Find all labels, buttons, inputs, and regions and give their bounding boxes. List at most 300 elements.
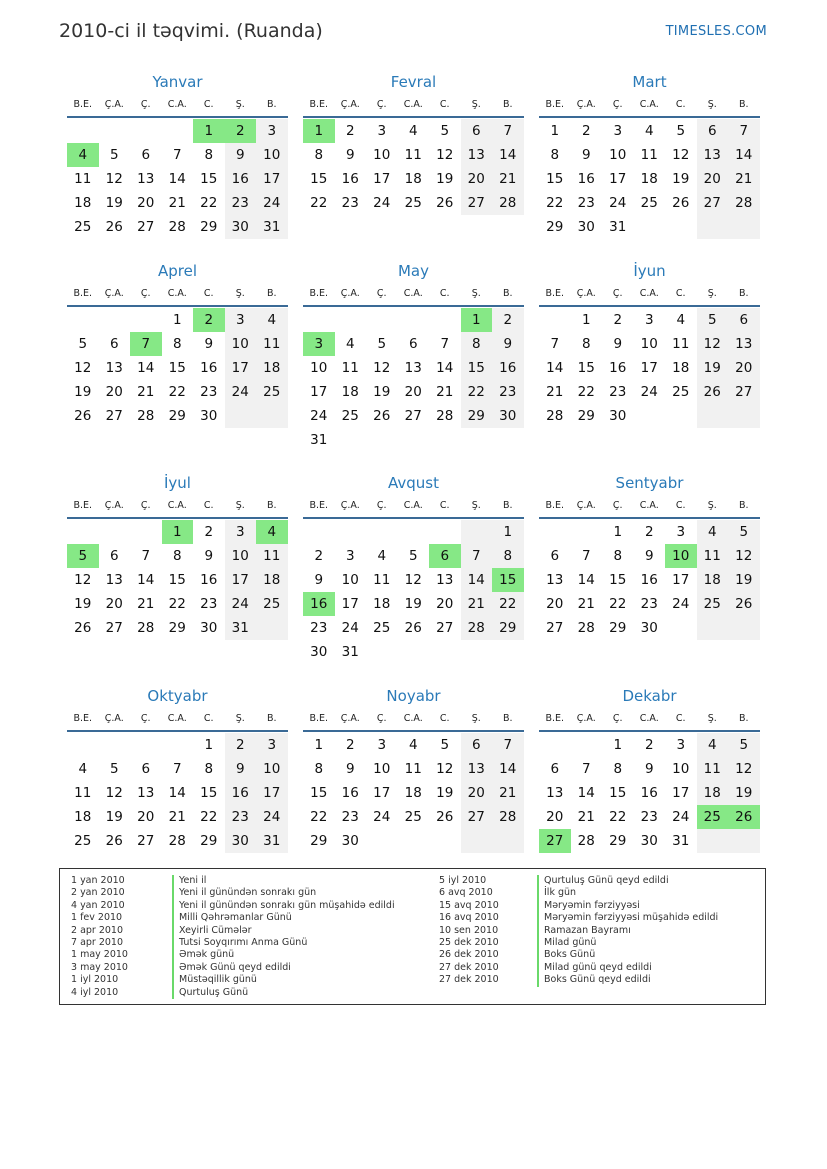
empty-cell: [366, 829, 398, 853]
day-cell: 26: [74, 620, 92, 636]
day-cell: 20: [404, 384, 422, 400]
legend-holiday-name: Boks Günü: [537, 949, 718, 961]
day-cell: 10: [341, 572, 359, 588]
legend-date: 15 avq 2010: [439, 899, 499, 911]
day-cell: 16: [225, 167, 257, 191]
day-cell: 21: [436, 384, 454, 400]
day-cell: 8: [581, 336, 591, 352]
weekday-label: B.E.: [73, 288, 93, 299]
day-grid: [67, 308, 288, 428]
month-name: İyun: [633, 262, 666, 280]
holiday-day-cell: 15: [492, 568, 524, 592]
legend-holiday-name: Yeni il: [172, 875, 395, 887]
day-cell: 27: [404, 408, 422, 424]
day-cell: 9: [581, 147, 591, 163]
day-cell: 4: [408, 737, 418, 753]
day-cell: 24: [225, 380, 257, 404]
weekday-label: C.: [675, 99, 686, 110]
day-cell: 6: [697, 119, 729, 143]
day-cell: 2: [644, 524, 654, 540]
day-cell: 17: [672, 785, 690, 801]
day-cell: 5: [676, 123, 686, 139]
day-cell: 17: [373, 171, 391, 187]
day-cell: 26: [728, 592, 760, 616]
day-cell: 9: [492, 332, 524, 356]
weekday-label: C.A.: [639, 288, 659, 299]
day-grid: [303, 308, 524, 452]
legend-date: 25 dek 2010: [439, 936, 499, 948]
holiday-day-cell: 1: [461, 308, 493, 332]
day-cell: 7: [141, 548, 151, 564]
weekday-label: B.: [738, 713, 749, 724]
day-cell: 16: [200, 572, 218, 588]
day-cell: 5: [728, 520, 760, 544]
month-name: Yanvar: [152, 73, 203, 91]
day-cell: 9: [204, 336, 214, 352]
day-cell: 10: [256, 143, 288, 167]
day-cell: 31: [225, 616, 257, 640]
day-cell: 3: [256, 733, 288, 757]
day-cell: 13: [137, 785, 155, 801]
day-cell: 10: [256, 757, 288, 781]
day-cell: 17: [225, 356, 257, 380]
weekday-header: [539, 495, 760, 519]
day-cell: 19: [373, 384, 391, 400]
day-cell: 4: [345, 336, 355, 352]
legend-date: 4 iyl 2010: [71, 986, 119, 998]
weekday-label: Ç.A.: [104, 99, 124, 110]
holiday-day-cell: 26: [728, 805, 760, 829]
holiday-day-cell: 27: [539, 829, 571, 853]
day-grid: [67, 520, 288, 640]
weekday-label: B.: [738, 500, 749, 511]
day-cell: 10: [225, 544, 257, 568]
day-cell: 31: [672, 833, 690, 849]
day-cell: 27: [105, 408, 123, 424]
weekday-label: Ş.: [471, 500, 481, 511]
weekday-label: C.A.: [167, 288, 187, 299]
empty-cell: [130, 520, 162, 544]
weekday-label: Ç.A.: [340, 288, 360, 299]
day-cell: 9: [204, 548, 214, 564]
month-oktyabr: [67, 684, 288, 853]
weekday-label: B.: [502, 288, 513, 299]
day-cell: 19: [404, 596, 422, 612]
day-cell: 1: [204, 737, 214, 753]
legend-date: 1 iyl 2010: [71, 974, 119, 986]
holiday-day-cell: 4: [256, 520, 288, 544]
legend-date: 2 yan 2010: [71, 887, 125, 899]
day-cell: 9: [225, 143, 257, 167]
day-cell: 17: [225, 568, 257, 592]
day-cell: 21: [728, 167, 760, 191]
weekday-label: C.A.: [403, 500, 423, 511]
day-cell: 25: [74, 219, 92, 235]
empty-cell: [539, 733, 571, 757]
legend-holiday-name: Yeni il günündən sonrakı gün: [172, 887, 395, 899]
day-cell: 28: [137, 620, 155, 636]
weekday-header: [303, 94, 524, 118]
weekday-label: C.A.: [639, 713, 659, 724]
day-cell: 9: [345, 147, 355, 163]
day-cell: 1: [492, 520, 524, 544]
day-cell: 21: [492, 167, 524, 191]
day-cell: 4: [644, 123, 654, 139]
day-cell: 5: [78, 336, 88, 352]
day-cell: 8: [492, 544, 524, 568]
day-cell: 30: [200, 620, 218, 636]
day-cell: 16: [341, 785, 359, 801]
weekday-label: Ş.: [235, 288, 245, 299]
empty-cell: [366, 428, 398, 452]
day-cell: 29: [200, 219, 218, 235]
legend-holiday-name: Məryəmin fərziyyəsi: [537, 900, 718, 912]
day-cell: 12: [105, 785, 123, 801]
day-cell: 12: [436, 761, 454, 777]
holiday-day-cell: 4: [67, 143, 99, 167]
weekday-label: C.A.: [167, 500, 187, 511]
day-cell: 22: [577, 384, 595, 400]
day-cell: 29: [310, 833, 328, 849]
day-cell: 15: [200, 785, 218, 801]
weekday-label: Ş.: [707, 288, 717, 299]
day-cell: 30: [577, 219, 595, 235]
empty-cell: [67, 733, 99, 757]
day-cell: 27: [137, 833, 155, 849]
legend-holiday-name: Qurtuluş Günü qeyd edildi: [537, 875, 718, 887]
day-cell: 2: [225, 733, 257, 757]
day-cell: 25: [256, 380, 288, 404]
weekday-label: B.: [502, 500, 513, 511]
legend-date: 16 avq 2010: [439, 912, 499, 924]
day-cell: 28: [461, 616, 493, 640]
weekday-label: B.E.: [545, 288, 565, 299]
day-cell: 5: [408, 548, 418, 564]
weekday-label: Ç.A.: [340, 99, 360, 110]
day-cell: 26: [697, 380, 729, 404]
day-cell: 29: [492, 616, 524, 640]
day-cell: 5: [109, 147, 119, 163]
day-cell: 2: [345, 737, 355, 753]
day-grid: [67, 119, 288, 239]
legend-date: 27 dek 2010: [439, 974, 499, 986]
day-cell: 12: [74, 360, 92, 376]
day-cell: 18: [256, 356, 288, 380]
day-cell: 6: [461, 119, 493, 143]
weekday-label: Ş.: [471, 99, 481, 110]
day-cell: 29: [168, 620, 186, 636]
day-cell: 8: [550, 147, 560, 163]
day-cell: 24: [310, 408, 328, 424]
day-cell: 14: [577, 572, 595, 588]
day-cell: 28: [168, 219, 186, 235]
day-cell: 17: [341, 596, 359, 612]
weekday-label: Ç.: [612, 713, 623, 724]
day-cell: 26: [436, 809, 454, 825]
day-cell: 5: [377, 336, 387, 352]
day-cell: 3: [345, 548, 355, 564]
day-cell: 15: [168, 360, 186, 376]
day-cell: 12: [672, 147, 690, 163]
day-cell: 13: [436, 572, 454, 588]
day-cell: 6: [728, 308, 760, 332]
day-cell: 25: [404, 809, 422, 825]
month-dekabr: [539, 684, 760, 853]
month-name: Dekabr: [622, 687, 677, 705]
day-cell: 11: [373, 572, 391, 588]
empty-cell: [335, 520, 367, 544]
day-cell: 2: [581, 123, 591, 139]
day-cell: 16: [225, 781, 257, 805]
day-cell: 7: [581, 548, 591, 564]
day-cell: 24: [225, 592, 257, 616]
day-cell: 31: [256, 829, 288, 853]
day-cell: 23: [640, 596, 658, 612]
month-fevral: [303, 70, 524, 215]
weekday-label: Ş.: [235, 713, 245, 724]
day-cell: 18: [74, 809, 92, 825]
weekday-header: [67, 495, 288, 519]
weekday-label: C.A.: [639, 500, 659, 511]
empty-cell: [225, 404, 257, 428]
day-cell: 24: [256, 191, 288, 215]
day-cell: 16: [341, 171, 359, 187]
holiday-day-cell: 25: [697, 805, 729, 829]
weekday-label: C.A.: [403, 99, 423, 110]
day-cell: 6: [408, 336, 418, 352]
day-cell: 21: [577, 809, 595, 825]
day-cell: 2: [492, 308, 524, 332]
day-cell: 26: [436, 195, 454, 211]
day-cell: 27: [697, 191, 729, 215]
day-cell: 7: [172, 761, 182, 777]
empty-cell: [99, 119, 131, 143]
empty-cell: [665, 215, 697, 239]
day-cell: 10: [310, 360, 328, 376]
day-cell: 14: [436, 360, 454, 376]
day-cell: 5: [440, 737, 450, 753]
day-cell: 13: [404, 360, 422, 376]
weekday-header: [539, 94, 760, 118]
day-cell: 27: [461, 191, 493, 215]
weekday-label: B.E.: [545, 713, 565, 724]
month-name: İyul: [164, 474, 191, 492]
day-cell: 16: [492, 356, 524, 380]
day-cell: 6: [141, 761, 151, 777]
day-cell: 24: [672, 809, 690, 825]
day-cell: 7: [492, 733, 524, 757]
day-cell: 18: [404, 171, 422, 187]
day-cell: 19: [728, 568, 760, 592]
day-cell: 18: [341, 384, 359, 400]
empty-cell: [366, 308, 398, 332]
empty-cell: [67, 520, 99, 544]
day-cell: 2: [345, 123, 355, 139]
day-cell: 26: [672, 195, 690, 211]
day-cell: 14: [168, 171, 186, 187]
empty-cell: [366, 520, 398, 544]
day-cell: 27: [461, 805, 493, 829]
legend-date: 1 fev 2010: [71, 912, 123, 924]
weekday-header: [67, 94, 288, 118]
day-cell: 23: [640, 809, 658, 825]
holiday-day-cell: 10: [665, 544, 697, 568]
day-cell: 3: [377, 123, 387, 139]
day-cell: 28: [577, 833, 595, 849]
empty-cell: [99, 308, 131, 332]
weekday-header: [67, 283, 288, 307]
day-cell: 28: [436, 408, 454, 424]
day-cell: 10: [640, 336, 658, 352]
day-cell: 29: [168, 408, 186, 424]
weekday-header: [303, 283, 524, 307]
weekday-label: Ş.: [707, 713, 717, 724]
day-cell: 20: [697, 167, 729, 191]
empty-cell: [728, 404, 760, 428]
day-cell: 23: [200, 596, 218, 612]
weekday-label: B.E.: [309, 99, 329, 110]
day-cell: 10: [373, 761, 391, 777]
day-cell: 11: [404, 761, 422, 777]
day-cell: 19: [672, 171, 690, 187]
day-cell: 25: [697, 592, 729, 616]
legend-date: 6 avq 2010: [439, 887, 493, 899]
day-cell: 9: [314, 572, 324, 588]
month-name: May: [397, 262, 429, 280]
legend-holiday-name: Məryəmin fərziyyəsi müşahidə edildi: [537, 912, 718, 924]
weekday-label: C.A.: [639, 99, 659, 110]
weekday-label: C.: [439, 713, 450, 724]
day-cell: 13: [461, 757, 493, 781]
day-grid: [539, 733, 760, 853]
holiday-day-cell: 1: [303, 119, 335, 143]
empty-cell: [162, 733, 194, 757]
weekday-label: B.: [502, 99, 513, 110]
legend-date: 26 dek 2010: [439, 949, 499, 961]
day-cell: 23: [609, 384, 627, 400]
legend-date: 10 sen 2010: [439, 924, 499, 936]
day-cell: 28: [728, 191, 760, 215]
day-cell: 18: [404, 785, 422, 801]
day-cell: 9: [644, 761, 654, 777]
day-cell: 2: [644, 737, 654, 753]
day-cell: 26: [105, 219, 123, 235]
weekday-header: [303, 495, 524, 519]
day-cell: 8: [204, 147, 214, 163]
weekday-label: Ç.: [140, 288, 151, 299]
weekday-label: Ş.: [235, 99, 245, 110]
holiday-day-cell: 5: [67, 544, 99, 568]
legend-date: 1 yan 2010: [71, 875, 125, 886]
day-cell: 29: [577, 408, 595, 424]
weekday-label: Ç.: [376, 500, 387, 511]
day-cell: 22: [200, 809, 218, 825]
empty-cell: [634, 404, 666, 428]
day-cell: 25: [341, 408, 359, 424]
weekday-label: Ç.: [140, 500, 151, 511]
weekday-label: Ç.: [612, 288, 623, 299]
legend-holiday-name: Tutsi Soyqırımı Anma Günü: [172, 937, 395, 949]
day-cell: 30: [492, 404, 524, 428]
day-cell: 27: [137, 219, 155, 235]
site-logo[interactable]: TIMESLES.COM: [665, 24, 767, 39]
holiday-day-cell: 1: [193, 119, 225, 143]
holiday-day-cell: 2: [193, 308, 225, 332]
empty-cell: [697, 829, 729, 853]
day-cell: 11: [74, 171, 92, 187]
weekday-header: [539, 708, 760, 732]
day-cell: 14: [577, 785, 595, 801]
day-cell: 1: [314, 737, 324, 753]
weekday-label: Ç.A.: [576, 713, 596, 724]
day-cell: 13: [105, 360, 123, 376]
empty-cell: [398, 640, 430, 664]
day-cell: 15: [310, 171, 328, 187]
legend-holiday-name: Əmək günü: [172, 949, 395, 961]
empty-cell: [461, 829, 493, 853]
day-cell: 6: [141, 147, 151, 163]
day-cell: 7: [728, 119, 760, 143]
day-cell: 13: [546, 572, 564, 588]
day-cell: 30: [640, 620, 658, 636]
day-cell: 5: [109, 761, 119, 777]
empty-cell: [398, 829, 430, 853]
day-cell: 19: [105, 195, 123, 211]
day-cell: 4: [676, 312, 686, 328]
day-cell: 1: [172, 312, 182, 328]
empty-cell: [492, 428, 524, 452]
day-grid: [303, 733, 524, 853]
day-cell: 30: [225, 215, 257, 239]
weekday-label: Ç.A.: [576, 99, 596, 110]
holiday-day-cell: 16: [303, 592, 335, 616]
day-cell: 28: [546, 408, 564, 424]
month-name: Fevral: [390, 73, 437, 91]
day-cell: 1: [613, 737, 623, 753]
weekday-label: Ç.A.: [340, 713, 360, 724]
day-cell: 27: [546, 620, 564, 636]
day-cell: 14: [168, 785, 186, 801]
empty-cell: [99, 733, 131, 757]
day-cell: 9: [613, 336, 623, 352]
day-cell: 20: [546, 809, 564, 825]
legend-date: 5 iyl 2010: [439, 875, 487, 886]
weekday-label: Ç.A.: [576, 288, 596, 299]
day-cell: 16: [640, 572, 658, 588]
weekday-label: B.E.: [309, 288, 329, 299]
legend-holiday-name: Ramazan Bayramı: [537, 925, 718, 937]
day-cell: 29: [200, 833, 218, 849]
day-cell: 24: [373, 195, 391, 211]
weekday-label: B.: [502, 713, 513, 724]
day-cell: 2: [204, 524, 214, 540]
empty-cell: [461, 520, 493, 544]
day-cell: 12: [105, 171, 123, 187]
month-sentyabr: [539, 471, 760, 640]
day-cell: 1: [613, 524, 623, 540]
day-cell: 24: [672, 596, 690, 612]
month-name: Avqust: [388, 474, 439, 492]
weekday-label: C.: [439, 99, 450, 110]
weekday-label: Ç.: [376, 99, 387, 110]
day-cell: 31: [341, 644, 359, 660]
day-cell: 30: [341, 833, 359, 849]
day-cell: 17: [256, 781, 288, 805]
day-cell: 22: [168, 596, 186, 612]
day-cell: 23: [577, 195, 595, 211]
weekday-label: C.: [675, 500, 686, 511]
day-cell: 26: [105, 833, 123, 849]
